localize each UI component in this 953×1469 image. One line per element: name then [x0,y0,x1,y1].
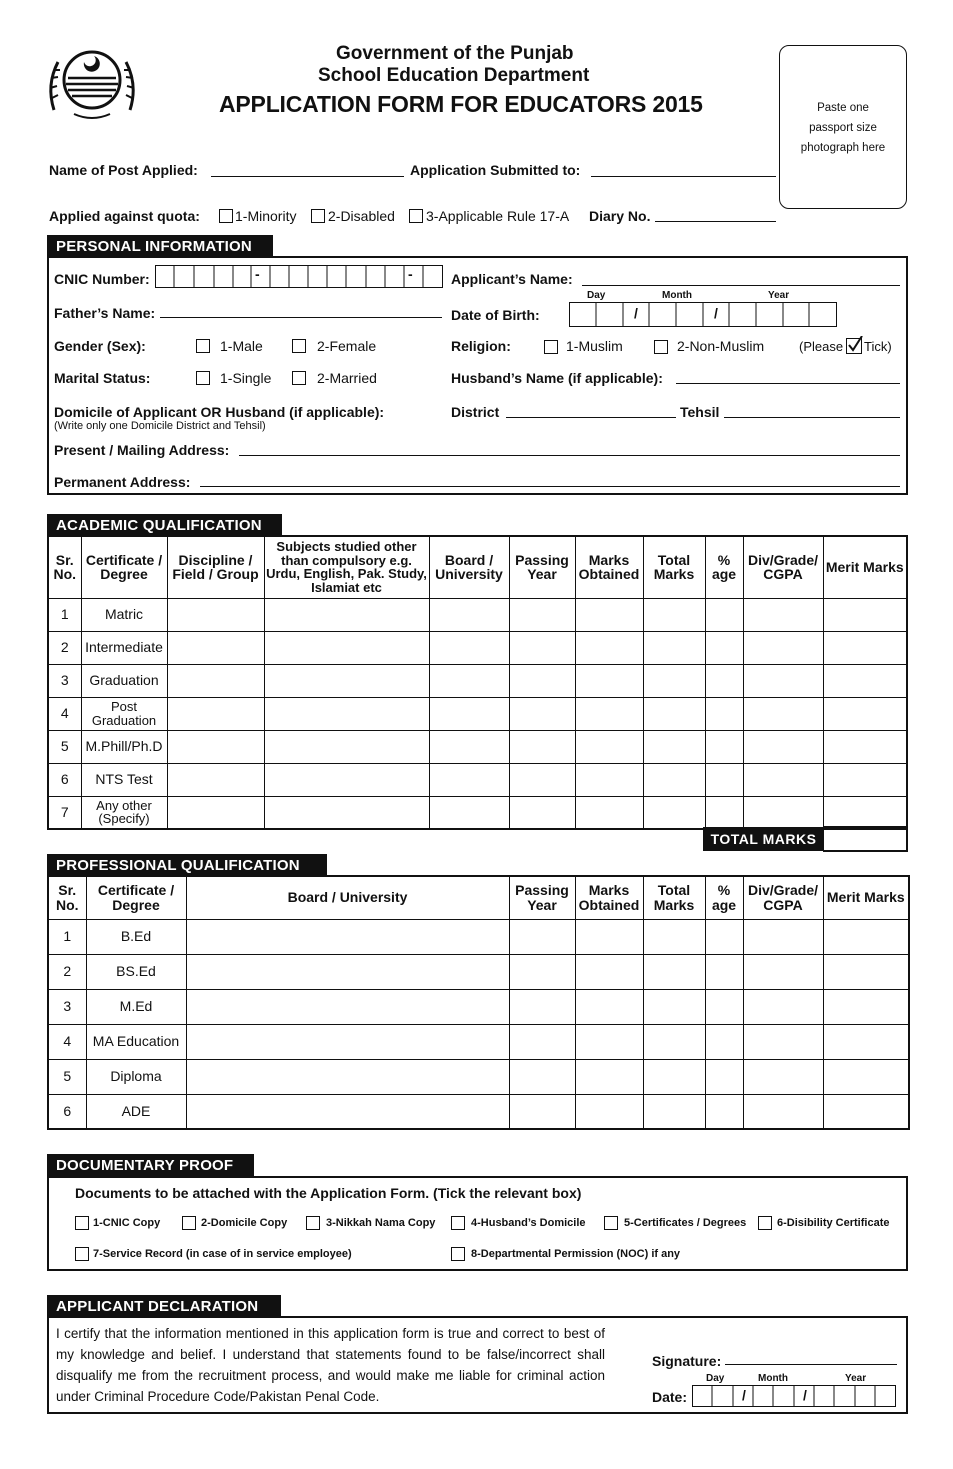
input-cell[interactable] [429,598,509,631]
input-cell[interactable] [823,989,909,1024]
input-cell[interactable] [575,1094,643,1129]
form-title: APPLICATION FORM FOR EDUCATORS 2015 [219,91,703,117]
professional-header: Div/Grade/ CGPA [743,876,823,919]
degree-name: B.Ed [86,919,186,954]
input-cell[interactable] [743,763,823,796]
input-cell[interactable] [743,697,823,730]
input-cell[interactable] [643,1094,705,1129]
degree-name: M.Phill/Ph.D [81,730,167,763]
academic-table-wrapper [47,535,908,830]
declaration-date-grid [692,1385,896,1407]
degree-name: Graduation [81,664,167,697]
academic-header: Marks Obtained [575,536,643,598]
academic-header: Discipline / Field / Group [167,536,264,598]
photo-box-line1: Paste one [817,102,869,114]
declaration-date-slash-2: / [803,1387,807,1403]
doc-noc-checkbox[interactable] [451,1247,465,1261]
input-cell[interactable] [823,919,909,954]
professional-header: Sr. No. [48,876,86,919]
dob-month-caption: Month [662,290,692,301]
table-row [48,954,909,989]
cnic-grid [155,265,443,288]
row-number: 2 [48,954,86,989]
table-row [48,730,907,763]
please-tick-note-end: Tick) [864,339,892,354]
input-cell[interactable] [705,919,743,954]
documentary-proof-heading: DOCUMENTARY PROOF [47,1154,254,1176]
professional-header: Board / University [186,876,509,919]
total-marks-label: TOTAL MARKS [703,827,824,851]
input-cell[interactable] [509,598,575,631]
input-cell[interactable] [264,796,429,829]
quota-disabled-checkbox[interactable] [311,209,325,223]
degree-name: NTS Test [81,763,167,796]
row-number: 5 [48,730,81,763]
quota-rule17a-label: 3-Applicable Rule 17-A [426,208,570,224]
table-row [48,1024,909,1059]
cnic-boxes[interactable] [155,265,443,288]
permanent-address-field[interactable] [200,486,900,487]
input-cell[interactable] [643,1024,705,1059]
input-cell[interactable] [743,664,823,697]
doc-domicile-checkbox[interactable] [182,1216,196,1230]
doc-cnic-checkbox[interactable] [75,1216,89,1230]
doc-noc-label: 8-Departmental Permission (NOC) if any [471,1248,681,1260]
input-cell[interactable] [743,1059,823,1094]
academic-header-row [48,536,907,598]
input-cell[interactable] [429,631,509,664]
input-cell[interactable] [643,1059,705,1094]
table-row [48,989,909,1024]
professional-table [47,875,910,1130]
doc-disability-checkbox[interactable] [758,1216,772,1230]
gender-male-label: 1-Male [220,338,263,354]
gender-female-label: 2-Female [317,338,377,354]
input-cell[interactable] [823,954,909,989]
present-address-field[interactable] [239,455,900,456]
input-cell[interactable] [823,796,907,829]
input-cell[interactable] [823,1059,909,1094]
input-cell[interactable] [823,1094,909,1129]
table-row [48,664,907,697]
input-cell[interactable] [743,919,823,954]
table-row [48,598,907,631]
doc-husband-domicile-label: 4-Husband’s Domicile [471,1217,586,1229]
professional-header: Certificate / Degree [86,876,186,919]
government-title: Government of the Punjab [336,43,574,64]
documentary-instruction: Documents to be attached with the Application Form. (Tick the relevant box) [75,1185,582,1201]
input-cell[interactable] [575,631,643,664]
quota-minority-label: 1-Minority [235,208,297,224]
declaration-date-boxes[interactable] [692,1385,896,1407]
degree-name: BS.Ed [86,954,186,989]
input-cell[interactable] [264,598,429,631]
cnic-label: CNIC Number: [54,271,150,287]
input-cell[interactable] [429,697,509,730]
marital-married-label: 2-Married [317,370,377,386]
row-number: 1 [48,598,81,631]
doc-certificates-checkbox[interactable] [604,1216,618,1230]
table-row [48,631,907,664]
input-cell[interactable] [575,1059,643,1094]
dob-label: Date of Birth: [451,307,540,323]
quota-label: Applied against quota: [49,208,200,224]
applicant-name-field[interactable] [582,285,900,286]
degree-name: Diploma [86,1059,186,1094]
row-number: 3 [48,989,86,1024]
input-cell[interactable] [509,1059,575,1094]
input-cell[interactable] [429,664,509,697]
input-cell[interactable] [705,664,743,697]
input-cell[interactable] [823,598,907,631]
input-cell[interactable] [705,1024,743,1059]
row-number: 7 [48,796,81,829]
input-cell[interactable] [575,1024,643,1059]
table-row [48,1059,909,1094]
input-cell[interactable] [643,598,705,631]
academic-header: Subjects studied other than compulsory e.g. Urdu, English, Pak. Study, Islamiat etc [264,536,429,598]
input-cell[interactable] [264,763,429,796]
input-cell[interactable] [823,631,907,664]
professional-header: Total Marks [643,876,705,919]
input-cell[interactable] [823,664,907,697]
input-cell[interactable] [167,664,264,697]
doc-cnic-label: 1-CNIC Copy [93,1217,161,1229]
academic-header: Board / University [429,536,509,598]
religion-non-muslim-checkbox[interactable] [654,340,668,354]
marital-married-checkbox[interactable] [292,371,306,385]
tehsil-label: Tehsil [680,404,720,420]
input-cell[interactable] [823,730,907,763]
table-row [48,697,907,730]
input-cell[interactable] [705,598,743,631]
input-cell[interactable] [743,1024,823,1059]
please-tick-note-start: (Please [799,339,844,354]
input-cell[interactable] [186,1094,509,1129]
input-cell[interactable] [509,989,575,1024]
domicile-label: Domicile of Applicant OR Husband (if applicable): [54,404,385,420]
row-number: 4 [48,1024,86,1059]
marital-status-label: Marital Status: [54,370,151,386]
input-cell[interactable] [575,664,643,697]
declaration-day-caption: Day [706,1373,725,1384]
professional-table-wrapper [47,875,908,1130]
input-cell[interactable] [264,664,429,697]
input-cell[interactable] [705,697,743,730]
gender-female-checkbox[interactable] [292,339,306,353]
input-cell[interactable] [575,697,643,730]
input-cell[interactable] [167,631,264,664]
input-cell[interactable] [823,763,907,796]
input-cell[interactable] [643,763,705,796]
gender-label: Gender (Sex): [54,338,146,354]
quota-rule17a-checkbox[interactable] [409,209,423,223]
input-cell[interactable] [509,1094,575,1129]
doc-service-record-checkbox[interactable] [75,1247,89,1261]
checkmark-icon [847,336,863,352]
dob-day-caption: Day [587,290,606,301]
input-cell[interactable] [509,730,575,763]
input-cell[interactable] [167,598,264,631]
input-cell[interactable] [509,697,575,730]
degree-name: Intermediate [81,631,167,664]
applicant-declaration-heading: APPLICANT DECLARATION [47,1295,281,1317]
academic-header: Div/Grade/ CGPA [743,536,823,598]
input-cell[interactable] [167,763,264,796]
academic-header: Passing Year [509,536,575,598]
degree-name: ADE [86,1094,186,1129]
academic-qualification-heading: ACADEMIC QUALIFICATION [47,514,282,536]
cnic-separator-2: - [408,266,413,282]
doc-husband-domicile-checkbox[interactable] [451,1216,465,1230]
input-cell[interactable] [429,730,509,763]
input-cell[interactable] [509,1024,575,1059]
religion-muslim-label: 1-Muslim [566,338,623,354]
district-label: District [451,404,500,420]
input-cell[interactable] [167,730,264,763]
input-cell[interactable] [509,664,575,697]
dob-slash-2: / [714,305,718,321]
husband-name-field[interactable] [676,383,900,384]
marital-single-label: 1-Single [220,370,272,386]
professional-header: % age [705,876,743,919]
input-cell[interactable] [705,763,743,796]
academic-header: Sr. No. [48,536,81,598]
submitted-to-field[interactable] [591,176,776,177]
declaration-text: I certify that the information mentioned in this application form is true and correct to best of my knowledge and belief. I understand that statements found to be false/incorrect shall disqualify me from the recruitment process, and would make me liable for criminal action under Criminal Procedure Code/Pakistan Penal Code. [56,1326,605,1404]
input-cell[interactable] [264,730,429,763]
input-cell[interactable] [643,697,705,730]
input-cell[interactable] [575,954,643,989]
input-cell[interactable] [575,763,643,796]
permanent-address-label: Permanent Address: [54,474,191,490]
professional-header: Merit Marks [823,876,909,919]
signature-field[interactable] [725,1364,897,1365]
input-cell[interactable] [264,631,429,664]
dob-year-caption: Year [768,290,790,301]
input-cell[interactable] [743,631,823,664]
father-name-field[interactable] [160,317,442,318]
degree-name: Matric [81,598,167,631]
doc-nikkah-checkbox[interactable] [306,1216,320,1230]
input-cell[interactable] [264,697,429,730]
religion-label: Religion: [451,338,511,354]
input-cell[interactable] [186,954,509,989]
academic-header: Certificate / Degree [81,536,167,598]
input-cell[interactable] [743,730,823,763]
doc-nikkah-label: 3-Nikkah Nama Copy [326,1217,436,1229]
submitted-to-label: Application Submitted to: [410,162,581,178]
doc-disability-label: 6-Disibility Certificate [777,1217,890,1229]
diary-no-field[interactable] [655,221,776,222]
input-cell[interactable] [509,763,575,796]
input-cell[interactable] [743,1094,823,1129]
professional-header: Marks Obtained [575,876,643,919]
degree-name: Post Graduation [81,697,167,730]
input-cell[interactable] [167,697,264,730]
row-number: 4 [48,697,81,730]
academic-header: Merit Marks [823,536,907,598]
dob-boxes[interactable] [569,302,837,327]
input-cell[interactable] [705,796,743,829]
cnic-separator-1: - [255,266,260,282]
input-cell[interactable] [429,796,509,829]
post-applied-field[interactable] [211,176,404,177]
input-cell[interactable] [743,598,823,631]
dob-slash-1: / [634,305,638,321]
input-cell[interactable] [186,989,509,1024]
doc-domicile-label: 2-Domicile Copy [201,1217,288,1229]
quota-minority-checkbox[interactable] [219,209,233,223]
punjab-emblem [44,40,140,122]
input-cell[interactable] [575,796,643,829]
father-name-label: Father’s Name: [54,305,156,321]
input-cell[interactable] [509,796,575,829]
tick-example-box [846,338,862,354]
input-cell[interactable] [643,631,705,664]
academic-header: Total Marks [643,536,705,598]
input-cell[interactable] [186,1024,509,1059]
input-cell[interactable] [823,697,907,730]
quota-disabled-label: 2-Disabled [328,208,395,224]
total-marks-field[interactable] [823,826,908,852]
degree-name: MA Education [86,1024,186,1059]
input-cell[interactable] [186,919,509,954]
table-row [48,919,909,954]
row-number: 6 [48,763,81,796]
photo-box-line3: photograph here [800,142,886,154]
declaration-date-label: Date: [652,1389,688,1405]
gender-male-checkbox[interactable] [196,339,210,353]
husband-name-label: Husband’s Name (if applicable): [451,370,663,386]
declaration-month-caption: Month [758,1373,788,1384]
input-cell[interactable] [575,989,643,1024]
input-cell[interactable] [743,989,823,1024]
table-row [48,1094,909,1129]
academic-table [47,535,908,830]
row-number: 3 [48,664,81,697]
input-cell[interactable] [167,796,264,829]
department-title: School Education Department [318,65,590,86]
signature-label: Signature: [652,1353,722,1369]
declaration-date-slash-1: / [742,1387,746,1403]
input-cell[interactable] [643,989,705,1024]
input-cell[interactable] [643,664,705,697]
input-cell[interactable] [705,730,743,763]
doc-certificates-label: 5-Certificates / Degrees [624,1217,747,1229]
input-cell[interactable] [705,1094,743,1129]
table-row [48,763,907,796]
degree-name: M.Ed [86,989,186,1024]
professional-qualification-heading: PROFESSIONAL QUALIFICATION [47,854,327,876]
input-cell[interactable] [743,954,823,989]
input-cell[interactable] [575,919,643,954]
applicant-name-label: Applicant’s Name: [451,271,573,287]
input-cell[interactable] [705,631,743,664]
input-cell[interactable] [643,730,705,763]
district-field[interactable] [506,417,676,418]
personal-information-heading: PERSONAL INFORMATION [47,235,273,257]
photo-box [779,45,907,209]
diary-no-label: Diary No. [589,208,651,224]
professional-header: Passing Year [509,876,575,919]
declaration-year-caption: Year [845,1373,867,1384]
table-row [48,796,907,829]
input-cell[interactable] [643,919,705,954]
input-cell[interactable] [575,598,643,631]
input-cell[interactable] [509,954,575,989]
input-cell[interactable] [743,796,823,829]
professional-header-row [48,876,909,919]
domicile-note: (Write only one Domicile District and Tehsil) [54,420,266,432]
input-cell[interactable] [429,763,509,796]
input-cell[interactable] [575,730,643,763]
row-number: 2 [48,631,81,664]
row-number: 1 [48,919,86,954]
input-cell[interactable] [509,631,575,664]
input-cell[interactable] [509,919,575,954]
doc-service-record-label: 7-Service Record (in case of in service employee) [93,1248,352,1260]
post-applied-label: Name of Post Applied: [49,162,198,178]
religion-non-muslim-label: 2-Non-Muslim [677,338,765,354]
row-number: 6 [48,1094,86,1129]
religion-muslim-checkbox[interactable] [544,340,558,354]
input-cell[interactable] [705,1059,743,1094]
input-cell[interactable] [705,954,743,989]
row-number: 5 [48,1059,86,1094]
input-cell[interactable] [186,1059,509,1094]
input-cell[interactable] [643,796,705,829]
tehsil-field[interactable] [724,417,900,418]
marital-single-checkbox[interactable] [196,371,210,385]
photo-box-line2: passport size [809,122,877,134]
present-address-label: Present / Mailing Address: [54,442,230,458]
dob-grid [569,302,837,327]
input-cell[interactable] [823,1024,909,1059]
input-cell[interactable] [643,954,705,989]
academic-header: % age [705,536,743,598]
input-cell[interactable] [705,989,743,1024]
degree-name: Any other (Specify) [81,796,167,829]
punjab-government-emblem-icon [44,40,140,122]
